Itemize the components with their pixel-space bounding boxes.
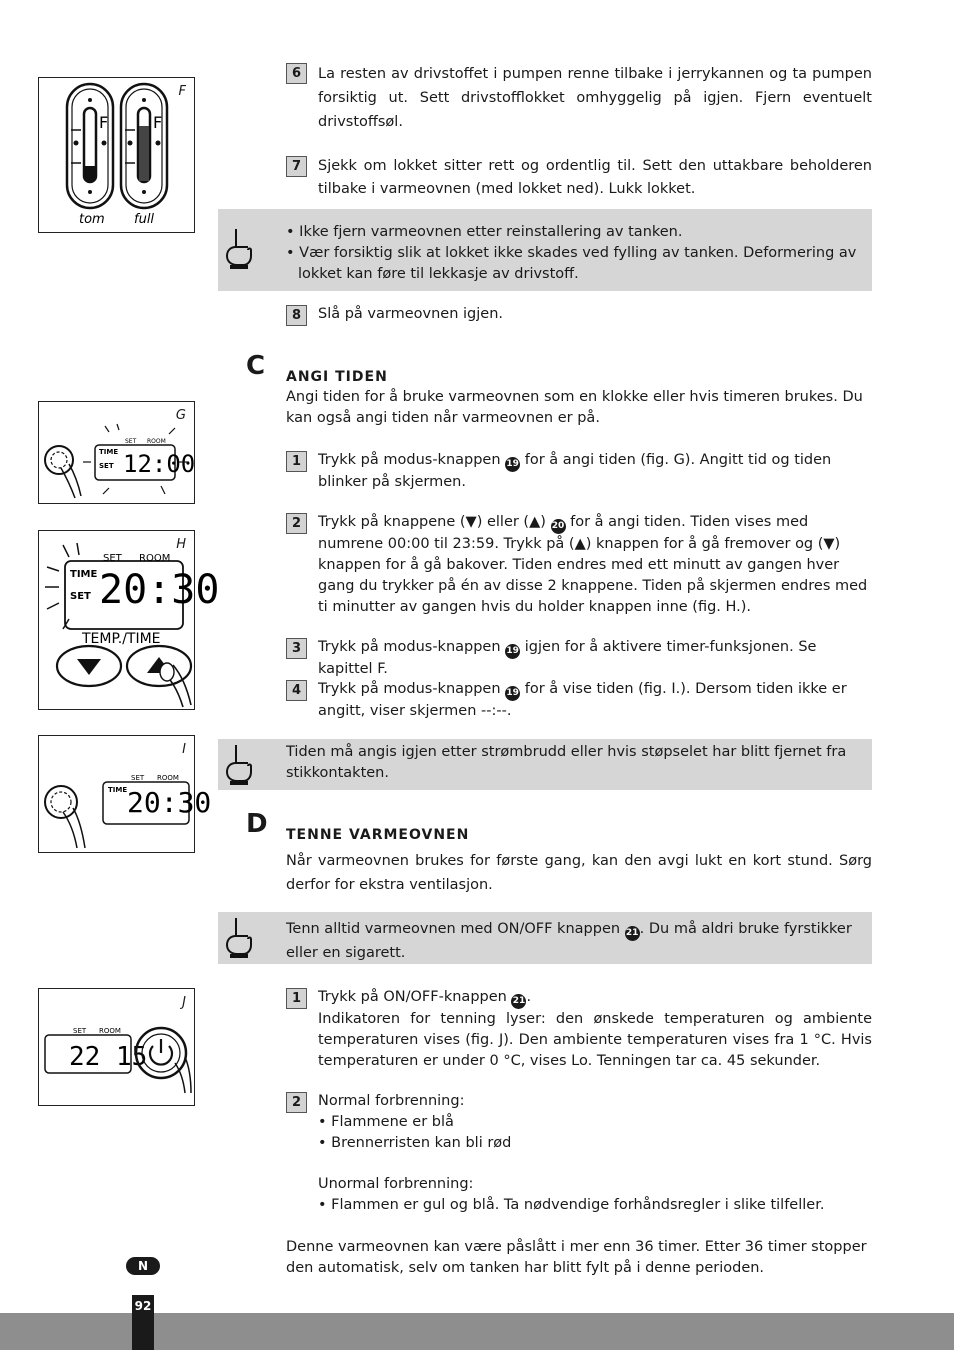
language-badge: N — [126, 1257, 160, 1275]
figure-label: G — [175, 408, 186, 423]
lcd-time-value: 20:30 — [99, 567, 220, 613]
figure-label: F — [178, 84, 186, 99]
step-c1-text — [318, 450, 872, 493]
room-label: ROOM — [139, 553, 171, 564]
display-illustration — [39, 736, 212, 852]
figure-h — [38, 530, 220, 710]
lcd-set-label: SET — [99, 462, 114, 470]
step-7-number: 7 — [286, 156, 307, 177]
abnormal-combustion-title: Unormal forbrenning: — [318, 1176, 474, 1192]
display-buttons-illustration — [39, 531, 220, 709]
section-d-title: TENNE VARMEOVNEN — [286, 827, 470, 843]
note-box-ignition — [218, 912, 872, 964]
set-label: SET — [125, 438, 137, 445]
gauge-letter-left: F — [99, 113, 109, 132]
section-c-intro: Angi tiden for å bruke varmeovnen som en klokke eller hvis timeren brukes. Du kan også angi tiden når varmeovnen er på. — [286, 389, 863, 426]
temp-time-label: TEMP./TIME — [82, 631, 161, 647]
room-label: ROOM — [99, 1027, 121, 1035]
note-ignition-b: . Du må aldri bruke fyrstikker eller en sigarett. — [286, 921, 852, 961]
note-box-tank — [218, 209, 872, 291]
pointing-hand-icon — [224, 227, 254, 269]
section-d-letter: D — [246, 809, 268, 839]
note-box-time — [218, 739, 872, 790]
step-c4-text — [318, 679, 872, 722]
ref-19-icon: 19 — [505, 457, 520, 472]
step-c2-number: 2 — [286, 513, 307, 534]
note-ignition-text — [286, 917, 860, 965]
lcd-time-label: TIME — [99, 448, 119, 456]
lcd-time-value: 20:30 — [127, 786, 212, 819]
display-onoff-illustration — [39, 989, 194, 1105]
step-c4-text-a: Trykk på modus-knappen — [318, 681, 501, 697]
section-d-intro: Når varmeovnen brukes for første gang, kan den avgi lukt en kort stund. Sørg derfor for ekstra ventilasjon. — [286, 853, 872, 893]
lcd-time-label: TIME — [108, 786, 128, 794]
step-c3-text-a: Trykk på modus-knappen — [318, 639, 501, 655]
step-c4-number: 4 — [286, 680, 307, 701]
display-illustration — [39, 402, 194, 503]
step-c2-text-b: for å angi tiden. Tiden vises med numrene 00:00 til 23:59. Trykk på (▲) knappen for å gå fremover og (▼) knappen for å gå bakover. Tiden endres med ett minutt av gangen hver gang du trykker på én av disse 2 knappene. Tiden på skjermen endres med ti minutter av gangen hvis du holder knappen inne (fig. H.). — [318, 514, 868, 615]
step-d1-text-b: . — [526, 989, 532, 1005]
abnormal-item-1: • Flammen er gul og blå. Ta nødvendige forhåndsregler i slike tilfeller. — [318, 1197, 825, 1213]
step-d2-number: 2 — [286, 1092, 307, 1113]
page-number: 92 — [132, 1295, 154, 1350]
figure-label: I — [182, 742, 186, 757]
lcd-time-label: TIME — [70, 569, 98, 580]
step-c1-number: 1 — [286, 451, 307, 472]
note-bullet-1: • Ikke fjern varmeovnen etter reinstallering av tanken. — [286, 224, 683, 240]
step-c2-text — [318, 512, 872, 618]
step-c1-text-b: for å angi tiden (fig. G). Angitt tid og tiden blinker på skjermen. — [318, 452, 832, 490]
step-8-text: Slå på varmeovnen igjen. — [318, 306, 503, 322]
normal-item-2: • Brennerristen kan bli rød — [318, 1135, 512, 1151]
step-6-number: 6 — [286, 63, 307, 84]
caption-tom: tom — [79, 212, 105, 227]
figure-label: H — [176, 537, 186, 552]
gauge-letter-right: F — [153, 113, 163, 132]
step-6-text: La resten av drivstoffet i pumpen renne tilbake i jerrykannen og ta pumpen forsiktig ut. Sett drivstofflokket omhyggelig på igjen. Fjern eventuelt drivstoffsøl. — [318, 66, 872, 130]
step-8-number: 8 — [286, 305, 307, 326]
set-label: SET — [131, 774, 145, 782]
note-bullet-2: • Vær forsiktig slik at lokket ikke skades ved fylling av tanken. Deformering av lokket kan føre til lekkasje av drivstoff. — [286, 245, 857, 282]
step-c3-text — [318, 637, 872, 680]
figure-g — [38, 401, 195, 504]
note-time-text: Tiden må angis igjen etter strømbrudd eller hvis støpselet har blitt fjernet fra stikkontakten. — [286, 744, 847, 781]
step-d1-text — [318, 987, 872, 1072]
figure-j — [38, 988, 195, 1106]
section-c-letter: C — [246, 351, 266, 381]
set-label: SET — [103, 553, 122, 564]
step-d1-text-a: Trykk på ON/OFF-knappen — [318, 989, 507, 1005]
caption-full: full — [134, 212, 155, 227]
normal-combustion-title: Normal forbrenning: — [318, 1093, 465, 1109]
section-c-title: ANGI TIDEN — [286, 369, 388, 385]
figure-label: J — [182, 995, 186, 1010]
room-label: ROOM — [157, 774, 179, 782]
ref-20-icon: 20 — [551, 519, 566, 534]
ref-21-icon: 21 — [511, 994, 526, 1009]
ref-19-icon: 19 — [505, 644, 520, 659]
lcd-temp-value: 22 15 — [69, 1042, 148, 1072]
room-label: ROOM — [147, 438, 166, 445]
step-d2-text — [318, 1091, 872, 1216]
normal-item-1: • Flammene er blå — [318, 1114, 454, 1130]
pointing-hand-icon — [224, 916, 254, 958]
step-c2-text-a: Trykk på knappene (▼) eller (▲) — [318, 514, 546, 530]
set-label: SET — [73, 1027, 87, 1035]
step-7-text: Sjekk om lokket sitter rett og ordentlig til. Sett den uttakbare beholderen tilbake i varmeovnen (med lokket ned). Lukk lokket. — [318, 158, 872, 197]
step-c4-text-b: for å vise tiden (fig. I.). Dersom tiden ikke er angitt, viser skjermen --:--. — [318, 681, 847, 719]
step-c3-number: 3 — [286, 638, 307, 659]
fuel-gauge-illustration — [39, 78, 194, 232]
figure-f — [38, 77, 195, 233]
lcd-set-label: SET — [70, 591, 91, 602]
note-ignition-a: Tenn alltid varmeovnen med ON/OFF knappen — [286, 921, 621, 937]
step-c1-text-a: Trykk på modus-knappen — [318, 452, 501, 468]
step-d1-number: 1 — [286, 988, 307, 1009]
figure-i — [38, 735, 212, 853]
step-d1-detail: Indikatoren for tenning lyser: den ønskede temperaturen og ambiente temperaturen vises (fig. J). Den ambiente temperaturen vises fra 1 °C. Hvis temperaturen er under 0 °C, vises Lo. Tenningen tar ca. 45 sekunder. — [318, 1011, 872, 1069]
closing-text: Denne varmeovnen kan være påslått i mer enn 36 timer. Etter 36 timer stopper den automatisk, selv om tanken har blitt fylt på i denne perioden. — [286, 1239, 867, 1276]
ref-19-icon: 19 — [505, 686, 520, 701]
pointing-hand-icon — [224, 743, 254, 785]
step-c3-text-b: igjen for å aktivere timer-funksjonen. Se kapittel F. — [318, 639, 817, 677]
ref-21-icon: 21 — [625, 926, 640, 941]
lcd-time-value: 12:00 — [123, 450, 196, 478]
